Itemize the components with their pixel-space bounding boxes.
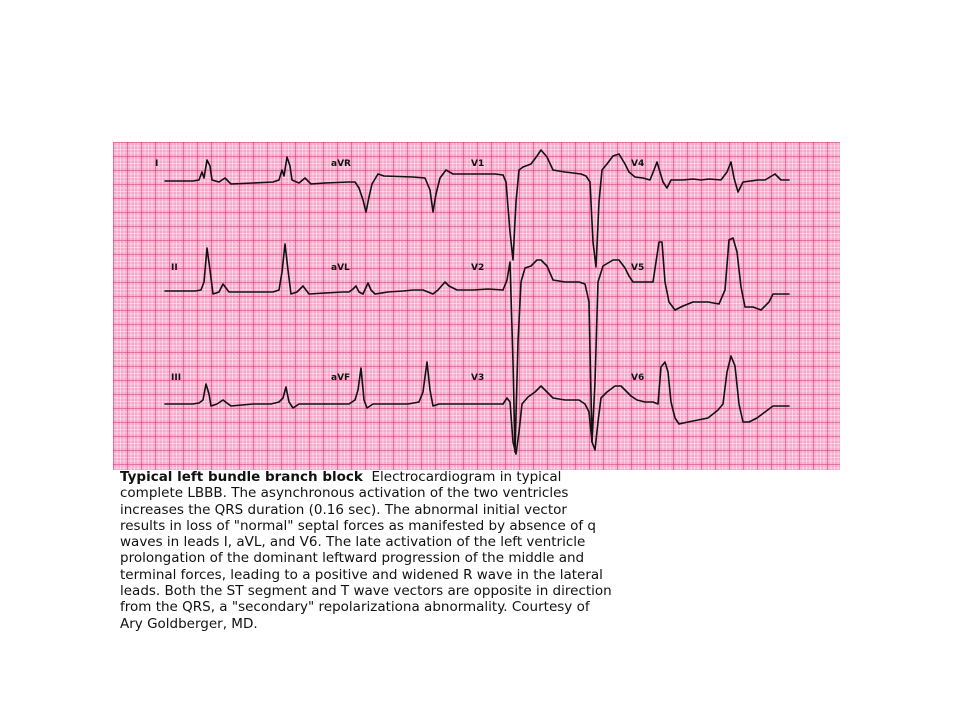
trace-lead-v5: [629, 238, 789, 310]
lead-label-i: I: [155, 159, 159, 169]
trace-lead-avf: [325, 362, 503, 408]
trace-lead-v4: [629, 162, 789, 192]
lead-label-v6: V6: [631, 373, 645, 383]
caption-line-1: [120, 469, 840, 485]
lead-label-ii: II: [171, 263, 178, 273]
caption-line-8: leads. Both the ST segment and T wave vectors are opposite in direction: [120, 583, 612, 600]
trace-lead-iii: [165, 384, 325, 408]
ecg-figure: [113, 142, 840, 470]
figure-caption: [120, 469, 840, 632]
lead-label-avr: aVR: [331, 159, 351, 169]
trace-lead-avl: [325, 282, 503, 294]
caption-line-6: prolongation of the dominant leftward progression of the middle and: [120, 550, 585, 567]
lead-label-v3: V3: [471, 373, 485, 383]
caption-line-5: waves in leads I, aVL, and V6. The late activation of the left ventricle: [120, 534, 586, 551]
caption-text-1: Electrocardiogram in typical: [371, 469, 562, 485]
trace-lead-v6: [631, 356, 789, 424]
caption-line-9: from the QRS, a "secondary" repolarizationa abnormality. Courtesy of: [120, 599, 590, 616]
trace-lead-v2: [503, 260, 629, 452]
caption-line-10: Ary Goldberger, MD.: [120, 615, 258, 632]
lead-label-avf: aVF: [331, 373, 351, 383]
caption-line-3: increases the QRS duration (0.16 sec). The abnormal initial vector: [120, 501, 567, 518]
lead-label-iii: III: [171, 373, 182, 383]
lead-label-v1: V1: [471, 159, 485, 169]
trace-lead-ii: [165, 244, 325, 294]
trace-lead-i: [165, 157, 325, 184]
lead-label-avl: aVL: [331, 263, 350, 273]
ecg-traces: [113, 142, 840, 470]
caption-line-4: results in loss of "normal" septal forces as manifested by absence of q: [120, 517, 596, 534]
caption-title: Typical left bundle branch block: [120, 469, 363, 485]
lead-label-v4: V4: [631, 159, 645, 169]
lead-label-v2: V2: [471, 263, 485, 273]
trace-lead-v1: [503, 150, 629, 267]
caption-line-2: complete LBBB. The asynchronous activation of the two ventricles: [120, 485, 569, 502]
trace-lead-avr: [325, 170, 503, 212]
trace-lead-v3: [503, 386, 631, 454]
caption-line-7: terminal forces, leading to a positive and widened R wave in the lateral: [120, 566, 603, 583]
lead-label-v5: V5: [631, 263, 645, 273]
